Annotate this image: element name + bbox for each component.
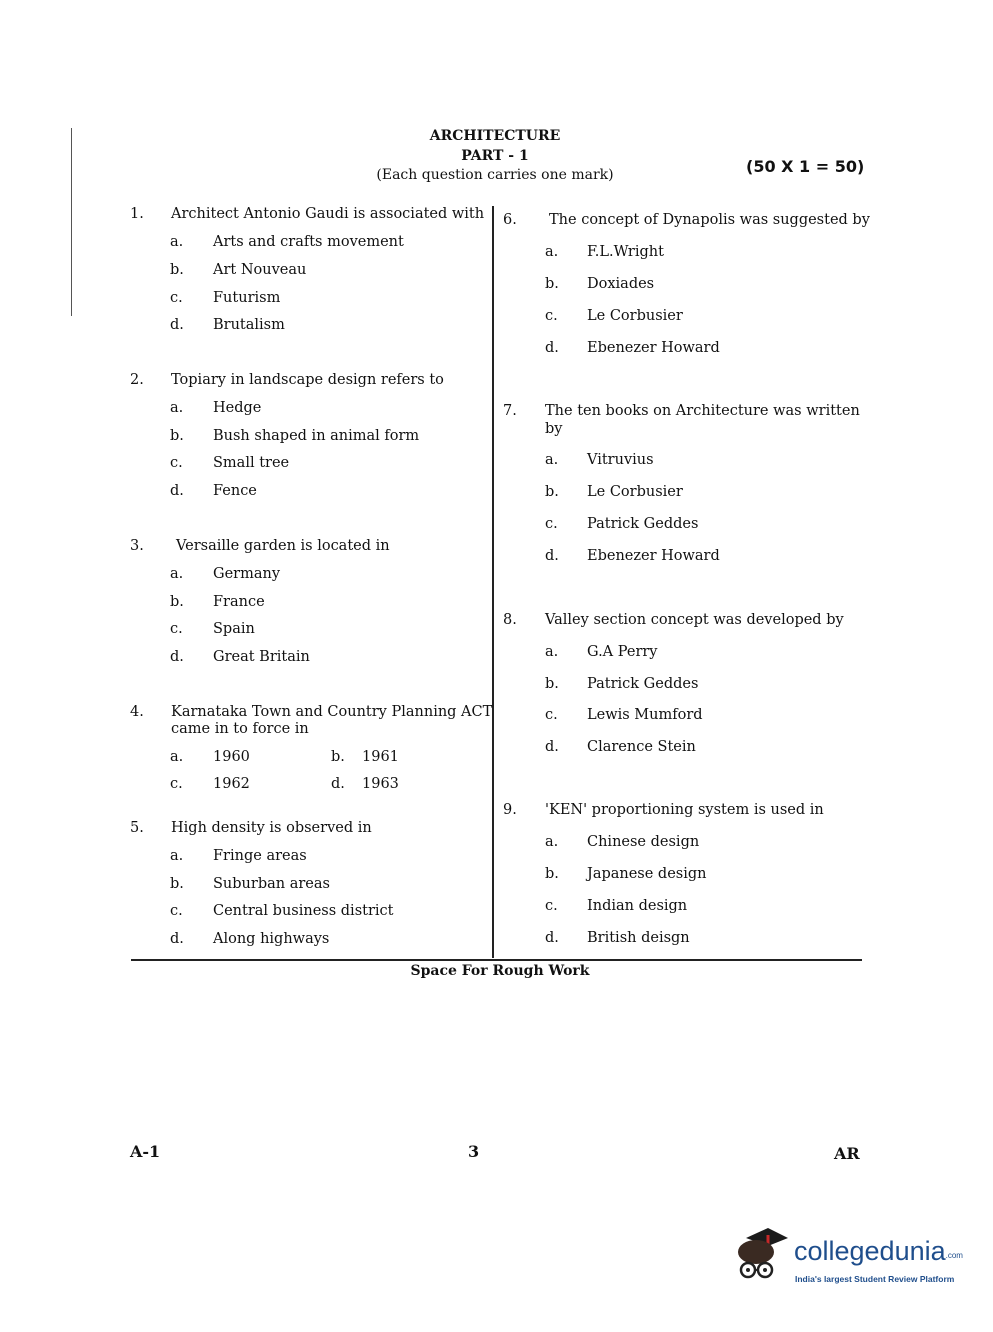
- question-text: The concept of Dynapolis was suggested by: [549, 212, 870, 228]
- question-number: 8.: [503, 612, 517, 628]
- question-text: Valley section concept was developed by: [545, 612, 844, 628]
- option-text: 1961: [362, 749, 399, 765]
- option-text: Bush shaped in animal form: [213, 428, 420, 444]
- option-letter: b.: [545, 484, 559, 500]
- bottom-rule: [131, 959, 862, 961]
- option-letter: b.: [170, 594, 184, 610]
- question-text: 'KEN' proportioning system is used in: [545, 802, 824, 818]
- option-text: Along highways: [213, 931, 330, 947]
- option-letter: a.: [170, 566, 184, 582]
- option-text: Doxiades: [587, 276, 655, 292]
- option-letter: c.: [545, 308, 558, 324]
- option-letter: c.: [545, 516, 558, 532]
- option-text: Fence: [213, 483, 257, 499]
- option-text: Patrick Geddes: [587, 516, 699, 532]
- option-text: Small tree: [213, 455, 290, 471]
- option-letter: c.: [170, 776, 183, 792]
- option-letter: d.: [545, 930, 559, 946]
- part-title: PART - 1: [461, 148, 529, 164]
- footer-code: A-1: [130, 1142, 161, 1161]
- margin-line: [71, 128, 72, 316]
- option-text: Ebenezer Howard: [587, 340, 720, 356]
- option-letter: b.: [545, 866, 559, 882]
- option-text: 1960: [213, 749, 250, 765]
- footer-subject: AR: [834, 1144, 860, 1163]
- option-text: Le Corbusier: [587, 308, 683, 324]
- option-letter: a.: [170, 234, 184, 250]
- page-number: 3: [468, 1142, 480, 1161]
- logo-wordmark: collegedunia: [794, 1236, 946, 1266]
- option-text: Le Corbusier: [587, 484, 683, 500]
- option-text: Suburban areas: [213, 876, 330, 892]
- option-text: Central business district: [213, 903, 394, 919]
- option-letter: d.: [170, 483, 184, 499]
- logo-tagline: India's largest Student Review Platform: [795, 1274, 955, 1284]
- option-text: Vitruvius: [587, 452, 654, 468]
- option-text: G.A Perry: [587, 644, 658, 660]
- option-letter: a.: [170, 749, 184, 765]
- question-text: Topiary in landscape design refers to: [171, 372, 444, 388]
- option-letter: c.: [170, 621, 183, 637]
- option-letter: a.: [545, 244, 559, 260]
- option-letter: d.: [170, 649, 184, 665]
- option-letter: b.: [170, 876, 184, 892]
- option-letter: b.: [545, 676, 559, 692]
- option-letter: a.: [170, 400, 184, 416]
- option-text: Clarence Stein: [587, 739, 696, 755]
- option-letter: b.: [545, 276, 559, 292]
- option-letter: d.: [545, 548, 559, 564]
- rough-work-label: Space For Rough Work: [410, 963, 590, 979]
- option-text: Hedge: [213, 400, 262, 416]
- option-letter: a.: [545, 644, 559, 660]
- mascot-icon: [732, 1222, 794, 1286]
- option-letter: d.: [331, 776, 345, 792]
- question-number: 2.: [130, 372, 144, 388]
- option-letter: a.: [545, 834, 559, 850]
- option-text: 1962: [213, 776, 250, 792]
- question-text: Architect Antonio Gaudi is associated with: [171, 206, 485, 222]
- option-letter: b.: [170, 262, 184, 278]
- option-letter: c.: [545, 898, 558, 914]
- question-number: 9.: [503, 802, 517, 818]
- option-text: British deisgn: [587, 930, 690, 946]
- option-letter: b.: [170, 428, 184, 444]
- option-letter: c.: [545, 707, 558, 723]
- option-letter: b.: [331, 749, 345, 765]
- question-number: 4.: [130, 704, 144, 720]
- option-letter: d.: [170, 317, 184, 333]
- option-text: Lewis Mumford: [587, 707, 703, 723]
- column-divider: [492, 206, 494, 958]
- option-text: Futurism: [213, 290, 281, 306]
- subject-title: ARCHITECTURE: [429, 128, 561, 144]
- question-number: 5.: [130, 820, 144, 836]
- option-text: France: [213, 594, 265, 610]
- option-text: Patrick Geddes: [587, 676, 699, 692]
- option-text: Indian design: [587, 898, 688, 914]
- marks-scheme: (50 X 1 = 50): [746, 157, 865, 176]
- question-text: Karnataka Town and Country Planning ACT: [171, 704, 493, 720]
- option-letter: c.: [170, 455, 183, 471]
- option-text: Chinese design: [587, 834, 700, 850]
- question-number: 7.: [503, 403, 517, 419]
- option-text: Spain: [213, 621, 255, 637]
- option-letter: d.: [170, 931, 184, 947]
- instruction-text: (Each question carries one mark): [376, 167, 614, 183]
- question-text: High density is observed in: [171, 820, 372, 836]
- question-number: 3.: [130, 538, 144, 554]
- option-letter: c.: [170, 903, 183, 919]
- option-text: Arts and crafts movement: [213, 234, 404, 250]
- option-text: Japanese design: [587, 866, 707, 882]
- option-text: Fringe areas: [213, 848, 307, 864]
- option-text: Brutalism: [213, 317, 285, 333]
- question-text: The ten books on Architecture was written: [545, 403, 860, 419]
- logo-suffix: .com: [945, 1251, 963, 1260]
- option-letter: a.: [545, 452, 559, 468]
- option-text: F.L.Wright: [587, 244, 664, 260]
- collegedunia-logo: [732, 1222, 972, 1292]
- option-text: Germany: [213, 566, 281, 582]
- option-letter: d.: [545, 739, 559, 755]
- option-text: Ebenezer Howard: [587, 548, 720, 564]
- question-number: 6.: [503, 212, 517, 228]
- question-number: 1.: [130, 206, 144, 222]
- option-text: Great Britain: [213, 649, 310, 665]
- option-text: Art Nouveau: [213, 262, 307, 278]
- question-text-line2: came in to force in: [171, 721, 309, 737]
- option-text: 1963: [362, 776, 399, 792]
- question-text: Versaille garden is located in: [176, 538, 390, 554]
- option-letter: d.: [545, 340, 559, 356]
- option-letter: a.: [170, 848, 184, 864]
- question-text-line2: by: [545, 421, 563, 437]
- option-letter: c.: [170, 290, 183, 306]
